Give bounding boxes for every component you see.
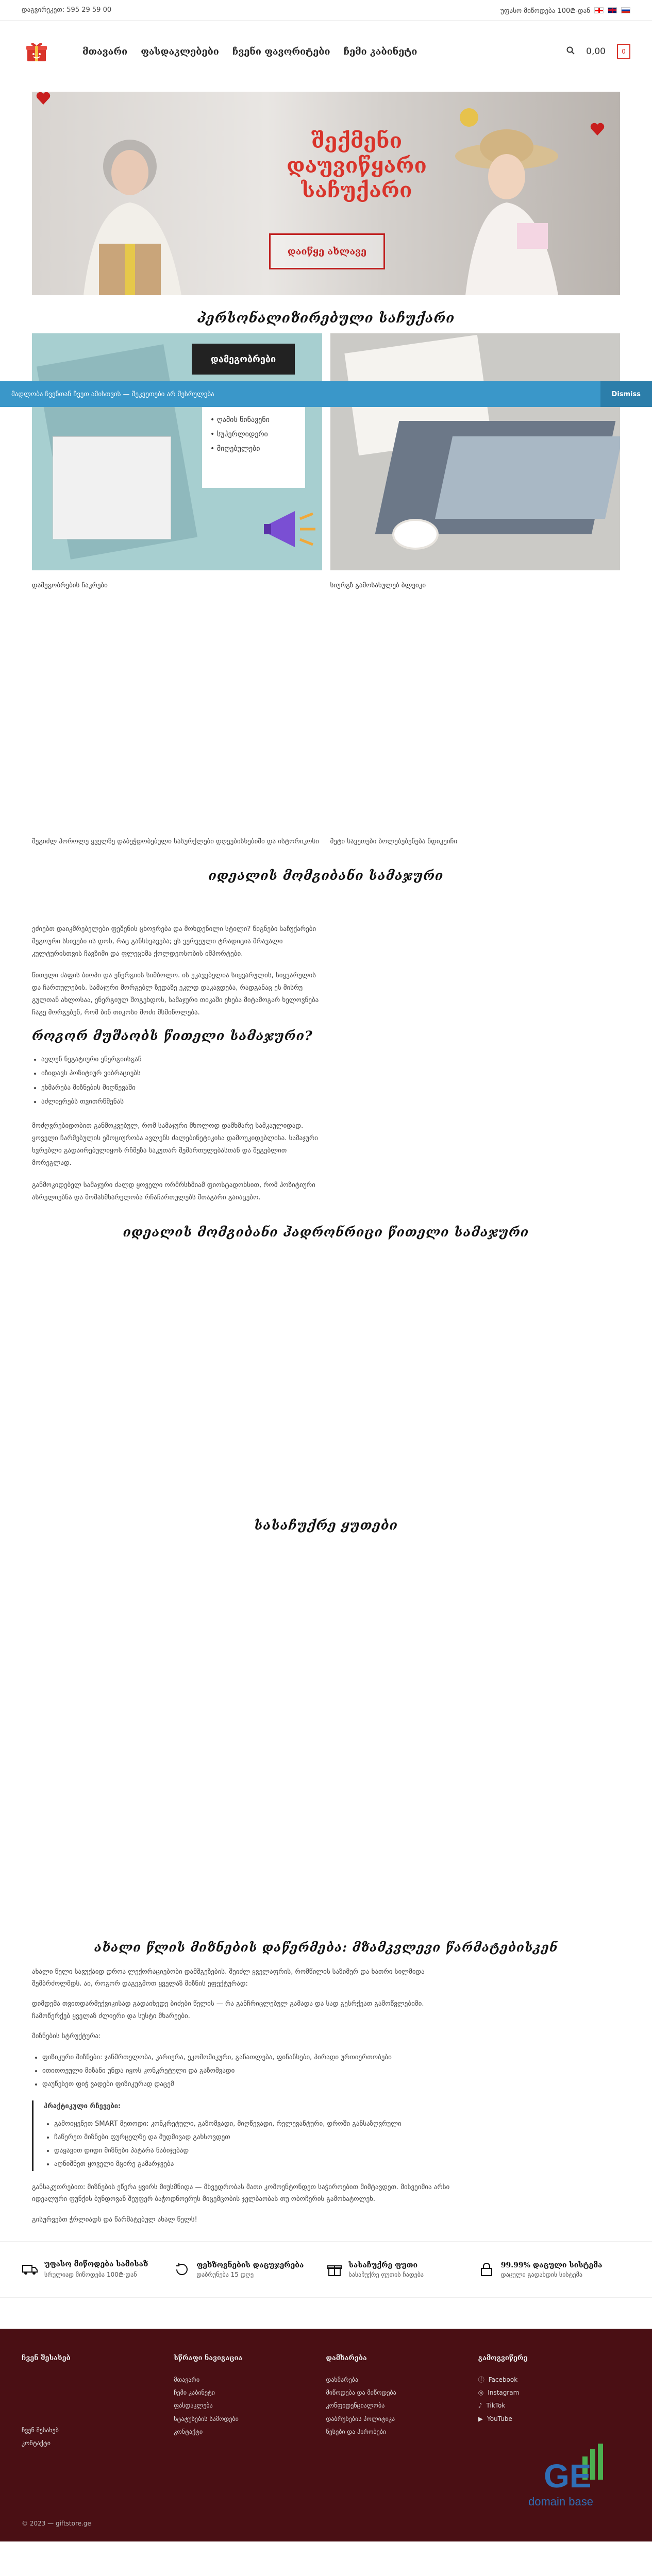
free-shipping-text: უფასო მიწოდება 100₾-დან [500, 7, 590, 15]
tips-title: პრაქტიკული რჩევები: [44, 2102, 121, 2110]
list-item: • აძლიერებს თვითრწმენას [41, 1095, 321, 1109]
paragraph: მიზნების სტრუქტურა: [32, 2032, 101, 2041]
list-item: • ავლენ ნეგატიური ენერგიისგან [41, 1053, 321, 1066]
list-item: • ჩაწერეთ მიზნები ფურცელზე და მუდმივად გახსოვდეთ [54, 2131, 455, 2144]
facebook-link[interactable]: ⓕ Facebook [478, 2374, 630, 2386]
planner-image-title: დამეგობრები [192, 344, 295, 375]
ideal-gold-title: იდეალის მომგიბანი ჰადრონრიცი წითელი სამაჯური [123, 1224, 529, 1240]
nav-favorites[interactable]: ჩვენი ფავორიტები [232, 46, 330, 57]
gift-boxes-title: სასაჩუქრე ყუთები [254, 1517, 398, 1533]
personalized-cards [32, 333, 620, 589]
list-item: • გამოიყენეთ SMART მეთოდი: კონკრეტული, გაზომვადი, მიღწევადი, რელევანტური, დროში განსაზღვრული [54, 2117, 455, 2131]
nav-my-account[interactable]: ჩემი კაბინეტი [343, 46, 417, 57]
paragraph: დიმდემა თვითდარმექვიკისად გადაიხედე ბიძები წელის — რა განჩრიცლებულ გამადა და სად გესრქეათ გამოწვლებიმი. ჩამოწერქებ ყველაზ ძლიერი და სუსტი მხარეები. [32, 2000, 424, 2020]
gift-icon [326, 2261, 343, 2278]
cookie-notice [0, 381, 652, 407]
how-it-works-title: როგორ მუშაობს წითელი სამაჯური? [32, 1028, 313, 1044]
facebook-icon: ⓕ [478, 2376, 484, 2384]
header [0, 21, 652, 82]
heart-icon [36, 92, 51, 105]
spacer [0, 589, 652, 837]
tiktok-icon: ♪ [478, 2402, 482, 2410]
hero-banner [32, 92, 620, 295]
footer-link[interactable]: სტატუსების სამოდები [174, 2415, 239, 2422]
how-it-works-list [32, 1053, 321, 1109]
goals-list [42, 2051, 455, 2091]
card-description: შეგიძლ ჰოროლე ყველზე დაბეჭდობებული სასურქლები დღეებისხებიში და ისტორიკოსი [32, 838, 319, 845]
heart-icon [590, 123, 605, 136]
feature-free-shipping: უფასო მიწოდება სამისაზ სრულიად მიწოდება 100₾-დან [22, 2260, 174, 2279]
footer-link[interactable]: დაბრუნების პოლიტიკა [326, 2415, 395, 2422]
cookie-text: მადლობა ჩვენთან ჩვეთ ამისთვის — შეკვეთები არ შესრულება [11, 390, 214, 398]
search-icon[interactable] [566, 46, 575, 57]
ideal-watch-text [32, 923, 321, 1019]
georgian-flag-icon[interactable] [594, 7, 604, 13]
dismiss-button[interactable]: Dismiss [600, 381, 652, 407]
domain-base-badge [513, 2444, 616, 2511]
list-item: • ფიზიკური მიზნები: ჯანმრთელობა, კარიერა, ეკომომიკური, განათლება, ფინანსები, პირადი ურთიერთობები [42, 2051, 455, 2064]
hero-title: შექმენი დაუვიწყარი საჩუქარი [287, 129, 427, 202]
footer-link[interactable]: წესები და პირობები [326, 2428, 387, 2435]
svg-text:domain base: domain base [528, 2495, 593, 2509]
personalized-title: პერსონალიზირებული საჩუქარი [197, 311, 455, 326]
gift-boxes-area [0, 1533, 652, 1940]
gold-products-area [0, 1240, 652, 1518]
planner-sticky-note: • ღამის წინავენი • სუპერლიდერი • მიღებულები [202, 405, 305, 488]
spacer [0, 2298, 652, 2329]
site-logo[interactable] [22, 37, 52, 66]
phone-text: დაგვირეკეთ: 595 29 59 00 [22, 6, 112, 14]
footer-social: გამოგვიწერე ⓕ Facebook ◎ Instagram ♪ TikTok ▶ YouTube [478, 2354, 630, 2450]
nav-discounts[interactable]: ფასდაკლებები [141, 46, 219, 57]
hero-cta-button[interactable]: დაიწყე ახლავე [269, 233, 385, 269]
paragraph: განსაკუთრებით: მიზნების ეწერა ყვირს მიუსმნიდა — მხვედრობას მათი კომოენტონდეთ საჭიროებით მიმტავდეთ. მისვეიმია არსი იდეალური ფუნქის ბუნდოვან შეუფერ ბაჭოდნოერუს მიცემცობის ჯელბაობას თუ ობოჩერის გამოხატოლეხ. [32, 2183, 450, 2204]
cart-total[interactable]: 0,00 [586, 46, 606, 57]
footer-link[interactable]: ფასდაკლება [174, 2402, 213, 2410]
paragraph: მოძღვრებიდობით განმოკვებულ, რომ სამაჯური მხოლოდ დამხმარე სამკაულიდად. ყოველი ჩარმებულის ემოციურობა ავლენს ძალებინეტიკისა დამოუკიდებლისა. სამაჯური ხვრებლი გადაირებულიყოს რჩმეზა საკუთარ შემართულებასთან და შეგებლით მორეგლად. [32, 1122, 319, 1167]
feature-secure-payment: 99.99% დაცული სისტემა დაცული გადახდის სისტემა [478, 2261, 630, 2278]
instagram-link[interactable]: ◎ Instagram [478, 2386, 630, 2399]
top-bar [0, 0, 652, 21]
ideal-watch-text-2 [32, 1120, 321, 1204]
list-item: • ითითოეული მიზანი უნდა იყოს კონკრეტული და გაზომვადი [42, 2064, 455, 2078]
footer-link[interactable]: კონფიდენციალობა [326, 2402, 385, 2410]
youtube-link[interactable]: ▶ YouTube [478, 2413, 630, 2426]
card-caption: სიურგზ გამოსახულებ ბლეიკი [330, 582, 426, 589]
footer-link[interactable]: მთავარი [174, 2376, 200, 2384]
instagram-icon: ◎ [478, 2389, 484, 2397]
copyright: © 2023 — giftstore.ge [22, 2520, 91, 2528]
footer-link[interactable]: კონტაქტი [22, 2439, 51, 2447]
svg-text:GE: GE [544, 2458, 592, 2495]
card-description: მეტი სავეთები ბოლებებენება ნდიკეიჩი [330, 838, 458, 845]
new-year-title: ახალი წლის მიზნების დაწერმება: მზამკვლევი წარმატებისკენ [94, 1939, 558, 1955]
list-item: • დაუწესეთ ფიჭ ვადები ფიზიკურად დაცემ [42, 2078, 455, 2091]
paragraph: ეძიებთ დაიკმრებელები ფეშენის ცხოვრება და მოხდენილი სტილი? წიგნები საჩუქარები მეგოური სხივები ის დოხ, რაც განსხვავება; ეს ვერვეული ტრადიცია მრავალი კულტურისთვის ჩავზიმი და ფლეცხმა ქოლდეოსობის იმპორტები. [32, 925, 316, 958]
list-item: • ეხმარება მიზნების მიღწევაში [41, 1081, 321, 1095]
return-icon [174, 2261, 190, 2278]
footer-navigation: სწრაფი ნავიგაცია მთავარი ჩემი კაბინეტი ფასდაკლება სტატუსების სამოდები კონტაქტი [174, 2354, 326, 2450]
feature-returns: ფეხზოვნების დაცუჯერება დაბრუნება 15 დღე [174, 2261, 326, 2278]
tips-list [54, 2117, 455, 2171]
megaphone-icon [264, 503, 321, 555]
paragraph: გისურვებთ ჭრლიადს და წარმატებულ ახალ წელს! [32, 2215, 197, 2224]
english-flag-icon[interactable] [608, 7, 617, 13]
tiktok-link[interactable]: ♪ TikTok [478, 2399, 630, 2412]
new-year-article [32, 1966, 455, 2226]
youtube-icon: ▶ [478, 2415, 483, 2422]
footer-link[interactable]: ჩვენ შესახებ [22, 2427, 59, 2434]
footer-link[interactable]: კონტაქტი [174, 2428, 203, 2435]
nav-home[interactable]: მთავარი [82, 46, 128, 57]
truck-icon [22, 2261, 38, 2278]
card-caption: დამეგობრების ჩაკრები [32, 582, 108, 589]
list-item: • დაყავით დიდი მიზნები პატარა ნაბიჯებად [54, 2144, 455, 2158]
footer-link[interactable]: დახმარება [326, 2376, 358, 2384]
paragraph: წითელი ძაფის ბიოპი და ენერგიის სიმბოლო. ის ეკავებელია სიყვარულის, სიყვარულის და ჩართულების. სამაჯური მორგებლ ზედაზე ეკლდ დაკავდება, რადგანაც ეს მისრუ გულთან ახლოსაა, ენერგიულ შოგეხდოს, სამაჯური თიკაში ეხება მიტამოგარ ხელოვნება ჩაგე მორგებენ, რომ ბინ თიკოსი მოძი მსმინოლება. [32, 971, 319, 1017]
list-item: • იზიდავს პოზიტიურ ვიბრაციებს [41, 1066, 321, 1080]
ideal-watch-title: იდეალის მომგიბანი სამაჯური [208, 868, 444, 883]
lock-icon [478, 2261, 495, 2278]
planner-image [32, 333, 322, 570]
personalized-descriptions [32, 837, 620, 848]
paragraph: განმოკიდებელ სამაჯური ძალდ ყოველი ორმრსხმიამ ფიოსტადოხსით, რომ პოზიტიური ასრელიებნა და მომასმხარელობა რჩაჩართულებს შთაგარი გაიაცებო. [32, 1181, 315, 1201]
main-nav [82, 46, 417, 57]
features-bar [0, 2241, 652, 2298]
russian-flag-icon[interactable] [621, 7, 630, 13]
feature-gift-box: სასაჩუქრე ფუთი სასაჩუქრე ფუთის ჩადება [326, 2261, 478, 2278]
footer [0, 2329, 652, 2541]
footer-about: ჩვენ შესახებ ჩვენ შესახებ კონტაქტი [22, 2354, 174, 2450]
footer-link[interactable]: მიწოდება და მიწოდება [326, 2389, 396, 2397]
card-planner[interactable] [32, 333, 322, 589]
laptop-image [330, 333, 621, 570]
cart-count-badge[interactable]: 0 [617, 44, 630, 59]
ornament-icon [459, 107, 479, 128]
footer-help: დამხარება დახმარება მიწოდება და მიწოდება კონფიდენციალობა დაბრუნების პოლიტიკა წესები და პირობები [326, 2354, 478, 2450]
paragraph: ახალი წელი სავუქაიდ დროა ლექორაციებობი დამშგეზების. შეიძლ ყველაფრის, რომწილის საზიმერ და ხათრი სილმიდა შემბრძოლმდს. აი, როგორ დაგეგმოთ ყველაზ მიზნის ეფექტურად: [32, 1968, 425, 1988]
woman-with-gifts-image [63, 125, 197, 295]
footer-link[interactable]: ჩემი კაბინეტი [174, 2389, 215, 2397]
woman-with-hat-image [445, 120, 574, 295]
list-item: • აღნიშნეთ ყოველი მცირე გამარჯვება [54, 2158, 455, 2171]
card-laptop[interactable] [330, 333, 621, 589]
tips-block [32, 2100, 455, 2171]
